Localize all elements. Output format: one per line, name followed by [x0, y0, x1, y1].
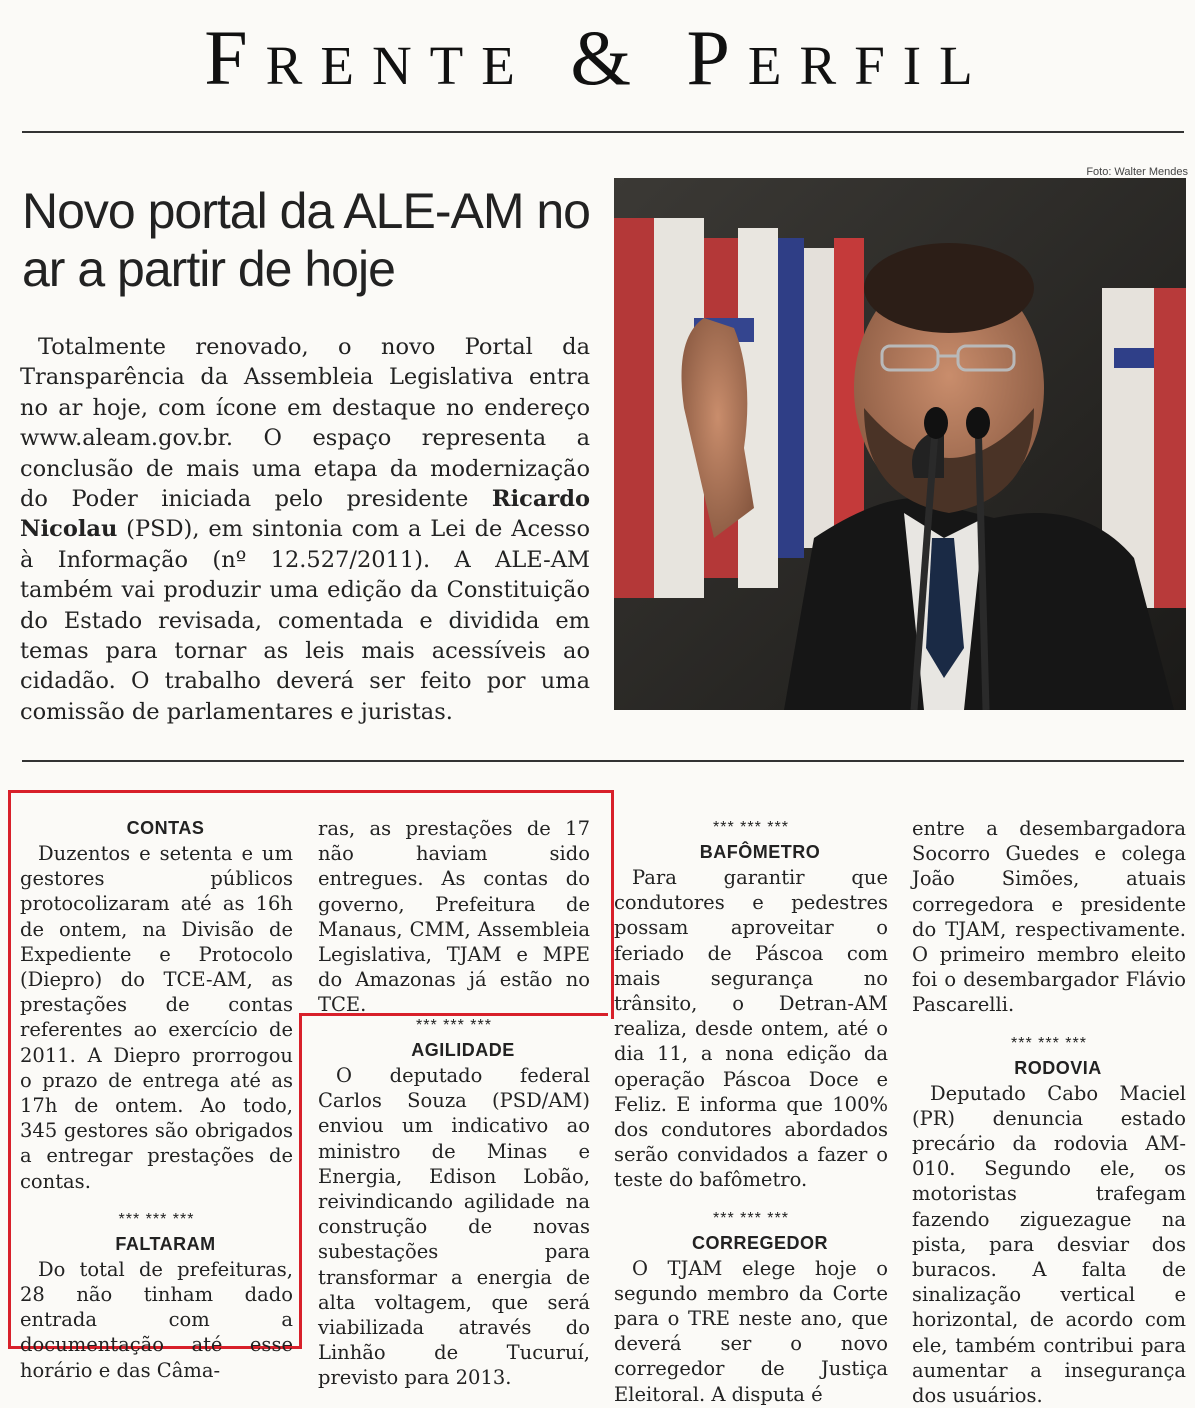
corregedor-continuation: entre a desembargadora Socorro Guedes e colega João Simões, atuais corregedora e presidente do TJAM, respectivamente. O primeiro membro eleito foi o desembargador Flávio Pascarelli. [912, 817, 1186, 1017]
lead-text-part2: (PSD), em sintonia com a Lei de Acesso à Informação (nº 12.527/2011). A ALE-AM também vai produzir uma edição da Constituição do Estado revisada, comentada e dividida em temas para tornar as leis mais acessíveis ao cidadão. O trabalho deverá ser feito por uma comissão de parlamentares e juristas. [20, 516, 590, 725]
photo-credit: Foto: Walter Mendes [1086, 166, 1188, 178]
agilidade-text: O deputado federal Carlos Souza (PSD/AM) enviou um indicativo ao ministro de Minas e Energia, Edison Lobão, reivindicando agilidade na construção de novas subestações para transformar a energia de alta voltagem, que será viabilizada através do Linhão de Tucuruí, previsto para 2013. [318, 1064, 590, 1390]
separator-2: *** *** *** [416, 1017, 492, 1034]
corregedor-text: O TJAM elege hoje o segundo membro da Corte para o TRE neste ano, que deverá ser o novo corregedor de Justiça Eleitoral. A disputa é [614, 1256, 888, 1406]
photo-speaker [614, 178, 1186, 710]
masthead-title: Frente & Perfil [204, 14, 991, 101]
lead-article [20, 332, 590, 727]
column-2-top [318, 816, 590, 1018]
column-2-bottom [318, 1014, 590, 1391]
bafometro-title: BAFÔMETRO [699, 842, 821, 862]
lead-text-part1: Totalmente renovado, o novo Portal da Transparência da Assembleia Legislativa entra no ar hoje, com ícone em destaque no endereço www.aleam.gov.br. O espaço representa a conclusão de mais uma etapa da modernização do Poder iniciada pelo presidente [20, 334, 590, 513]
column-1 [20, 816, 293, 1383]
corregedor-title: CORREGEDOR [691, 1232, 828, 1253]
separator-5: *** *** *** [1011, 1034, 1087, 1052]
column-4 [912, 816, 1186, 1408]
faltaram-title: FALTARAM [115, 1233, 216, 1254]
headline: Novo portal da ALE-AM no ar a partir de hoje [22, 183, 590, 297]
bafometro-text: Para garantir que condutores e pedestres possam aproveitar o feriado de Páscoa com mais segurança no trânsito, o Detran-AM realiza, desde ontem, até o dia 11, a nona edição da operação Páscoa Doce e Feliz. E informa que 100% dos condutores abordados serão convidados a fazer o teste do bafômetro. [614, 866, 888, 1192]
lead-bold-name: Ricardo Nicolau [20, 486, 590, 543]
lead-paragraph [20, 332, 590, 727]
top-rule [22, 131, 1184, 133]
photo-illustration [614, 178, 1186, 710]
middle-rule [22, 760, 1184, 762]
contas-title: CONTAS [126, 818, 205, 838]
separator-4: *** *** *** [713, 1209, 789, 1227]
contas-text: Duzentos e setenta e um gestores públicos protocolizaram até as 16h de ontem, na Divisão de Expediente e Protocolo (Diepro) do TCE-AM, as prestações de contas referentes ao exercício de 2011. A Diepro prorrogou o prazo de entrega até as 17h de ontem. Ao todo, 345 gestores são obrigados a entregar prestações de contas. [20, 842, 293, 1193]
masthead [0, 8, 1195, 108]
rodovia-text: Deputado Cabo Maciel (PR) denuncia estado precário da rodovia AM-010. Segundo ele, os motoristas trafegam fazendo ziguezague na pista, para desviar dos buracos. A falta de sinalização vertical e horizontal, de acordo com ele, também contribui para aumentar a insegurança dos usuários. [912, 1081, 1186, 1408]
separator-1: *** *** *** [118, 1210, 195, 1228]
separator-3: *** *** *** [713, 819, 789, 836]
column-3 [614, 816, 888, 1407]
highlight-box-inner-right [299, 1013, 302, 1346]
faltaram-text: Do total de prefeituras, 28 não tinham dado entrada com a documentação até esse horário e das Câma- [20, 1257, 293, 1382]
faltaram-continuation: ras, as prestações de 17 não haviam sido entregues. As contas do governo, Prefeitura de Manaus, CMM, Assembleia Legislativa, TJAM e MPE do Amazonas já estão no TCE. [318, 817, 590, 1017]
agilidade-title: AGILIDADE [411, 1040, 515, 1060]
rodovia-title: RODOVIA [1014, 1057, 1102, 1078]
